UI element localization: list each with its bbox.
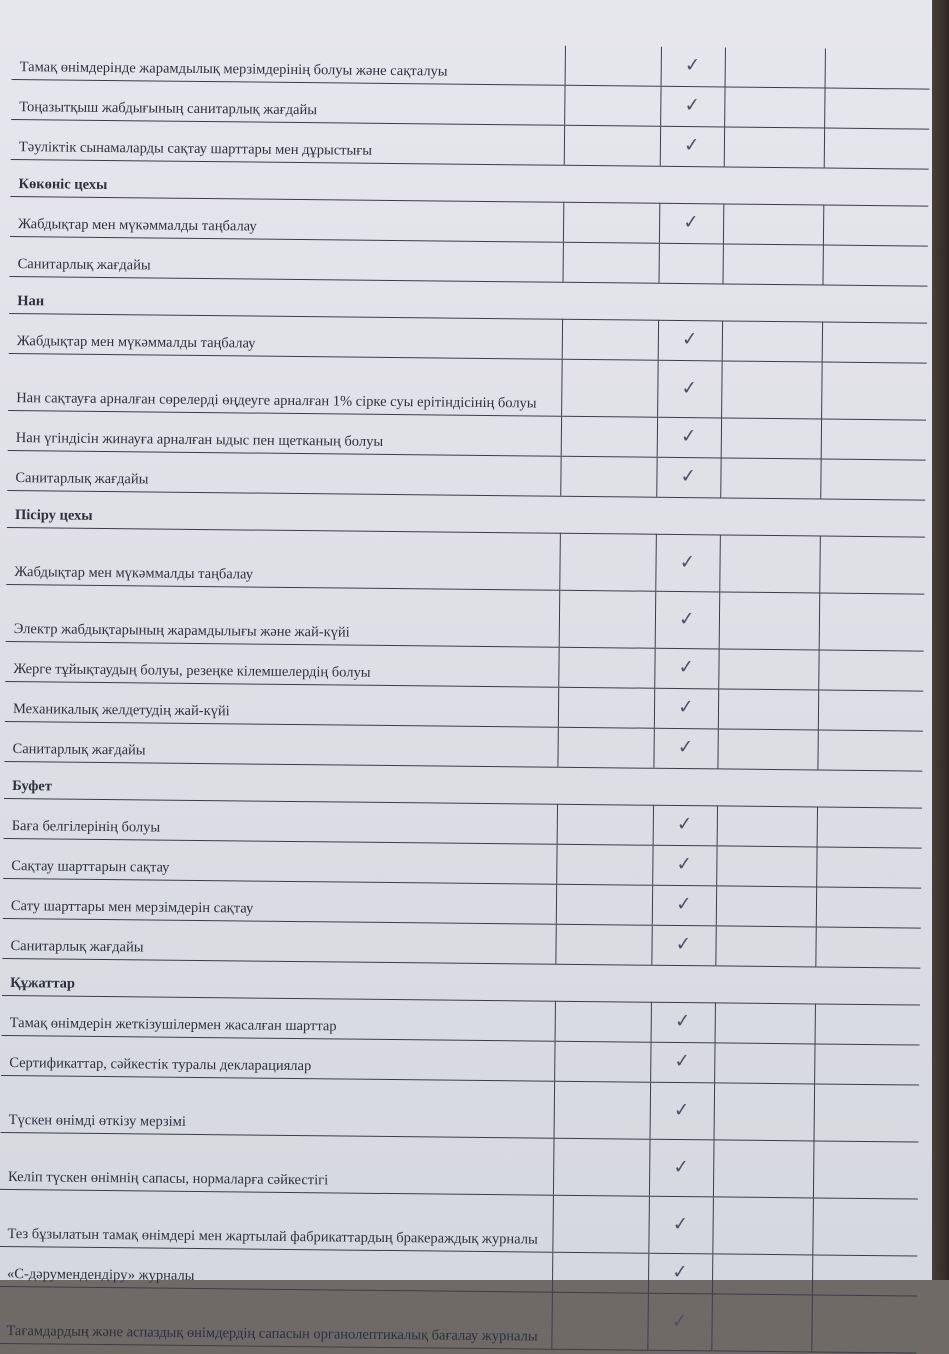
checklist-cell-empty — [816, 847, 921, 888]
checkmark-icon: ✓ — [680, 376, 698, 400]
checklist-item-label: Жабдықтар мен мүкәммалды таңбалау — [10, 196, 563, 242]
checklist-item-label: Жерге тұйықтаудың болуы, резеңке кілемшелердің болуы — [5, 641, 558, 687]
checklist-cell-empty — [819, 593, 925, 651]
checklist-cell-empty — [559, 533, 656, 591]
checklist-row — [8, 353, 927, 420]
checklist-item-label: Сату шарттары мен мерзімдерін сақтау — [3, 878, 556, 924]
checklist-cell-empty — [554, 1041, 650, 1082]
checklist-cell-empty — [560, 456, 656, 497]
checkmark-icon: ✓ — [682, 210, 700, 234]
checklist-cell-mark — [660, 126, 724, 167]
checkmark-icon: ✓ — [677, 655, 696, 679]
checklist-cell-empty — [723, 204, 823, 245]
checklist-item-label: Сақтау шарттарын сақтау — [3, 838, 556, 884]
checklist-cell-mark — [648, 1253, 712, 1294]
checklist-item-label: «С-дәрумендендіру» журналы — [0, 1246, 552, 1292]
checklist-body — [0, 40, 930, 1353]
checklist-cell-mark — [653, 728, 717, 769]
section-title: Көкөніс цехы — [10, 159, 928, 206]
checklist-cell-mark — [651, 1002, 715, 1043]
checklist-cell-mark — [656, 457, 720, 498]
checklist-cell-mark — [650, 1082, 715, 1140]
page-edge-shadow — [932, 0, 949, 1280]
checklist-cell-mark — [650, 1042, 714, 1083]
checklist-item-label: Тез бұзылатын тамақ өнімдері мен жартылай фабрикаттардың бракераждық журналы — [0, 1189, 553, 1252]
checklist-cell-empty — [824, 88, 929, 129]
checklist-item-label: Санитарлық жағдайы — [2, 918, 555, 964]
checklist-cell-empty — [561, 359, 658, 417]
checkmark-icon: ✓ — [675, 892, 693, 916]
checklist-item-label: Тағамдардың және аспаздық өнімдердің сапасын органолептикалық бағалау журналы — [0, 1286, 552, 1349]
checklist-cell-mark — [659, 203, 723, 244]
checkmark-icon: ✓ — [683, 133, 701, 157]
checklist-item-label: Жабдықтар мен мүкәммалды таңбалау — [6, 527, 560, 590]
checklist-cell-empty — [722, 321, 822, 362]
checklist-cell-empty — [725, 47, 825, 88]
checklist-item-label: Нан үгіндісін жинауға арналған ыдыс пен щетканың болуы — [8, 410, 561, 456]
checkmark-icon: ✓ — [678, 607, 696, 631]
checklist-cell-empty — [815, 1004, 920, 1045]
checklist-cell-empty — [720, 458, 820, 499]
checklist-cell-empty — [819, 536, 925, 594]
checklist-cell-empty — [715, 926, 815, 967]
checklist-cell-mark — [655, 591, 720, 649]
checklist-cell-empty — [555, 1001, 651, 1042]
checklist-cell-empty — [719, 535, 820, 593]
checklist-cell-empty — [824, 128, 929, 169]
checklist-cell-empty — [724, 127, 824, 168]
checklist-item-label: Тоңазытқыш жабдығының санитарлық жағдайы — [11, 79, 564, 125]
checklist-row — [1, 1075, 920, 1142]
checklist-cell-mark — [648, 1196, 713, 1254]
checklist-cell-empty — [714, 1043, 814, 1084]
checklist-row — [0, 1286, 917, 1353]
checklist-cell-mark — [660, 86, 724, 127]
checklist-cell-empty — [562, 319, 658, 360]
checklist-cell-empty — [721, 418, 821, 459]
checklist-cell-empty — [562, 242, 658, 283]
checklist-cell-empty — [811, 1295, 917, 1353]
checkmark-icon: ✓ — [677, 695, 695, 719]
checklist-cell-empty — [554, 1081, 651, 1139]
checklist-item-label: Түскен өнімді өткізу мерзімі — [1, 1075, 555, 1138]
checklist-item-label: Баға белгілерінің болуы — [4, 798, 557, 844]
checklist-cell-empty — [714, 1083, 815, 1141]
checklist-cell-empty — [559, 590, 656, 648]
checkmark-icon: ✓ — [683, 93, 701, 117]
checklist-row — [0, 1132, 919, 1199]
checkmark-icon: ✓ — [679, 464, 698, 488]
checklist-cell-mark — [657, 417, 721, 458]
checklist-cell-mark — [654, 688, 718, 729]
checklist-item-label: Нан сақтауға арналған сөрелерді өңдеуге арналған 1% сірке суы ерітіндісінің болуы — [8, 353, 562, 416]
checklist-row — [6, 527, 925, 594]
checklist-cell-empty — [551, 1292, 648, 1350]
checklist-cell-empty — [564, 85, 660, 126]
checklist-cell-empty — [812, 1198, 918, 1256]
checklist-cell-empty — [818, 690, 923, 731]
checklist-cell-empty — [555, 924, 651, 965]
checklist-cell-empty — [718, 649, 818, 690]
checklist-cell-empty — [563, 202, 659, 243]
checklist-cell-empty — [717, 729, 817, 770]
checkmark-icon: ✓ — [674, 1009, 692, 1033]
checklist-cell-empty — [716, 846, 816, 887]
checklist-cell-empty — [722, 244, 822, 285]
inspection-checklist-table — [0, 40, 930, 1354]
checklist-cell-empty — [817, 807, 922, 848]
checklist-cell-empty — [818, 650, 923, 691]
checkmark-icon: ✓ — [670, 1309, 689, 1333]
checkmark-icon: ✓ — [672, 1155, 690, 1179]
checklist-cell-empty — [561, 416, 657, 457]
checklist-row — [6, 584, 925, 651]
checkmark-icon: ✓ — [684, 53, 702, 77]
checklist-cell-empty — [552, 1252, 648, 1293]
checklist-cell-empty — [712, 1254, 812, 1295]
checklist-cell-empty — [718, 689, 818, 730]
checklist-cell-empty — [724, 87, 824, 128]
section-title: Құжаттар — [2, 958, 920, 1005]
checklist-item-label: Механикалық желдетудің жай-күйі — [5, 681, 558, 727]
checklist-cell-empty — [712, 1197, 813, 1255]
checklist-cell-empty — [556, 884, 652, 925]
checklist-cell-empty — [823, 205, 928, 246]
checkmark-icon: ✓ — [680, 424, 698, 448]
checklist-cell-empty — [817, 730, 922, 771]
checklist-cell-empty — [552, 1195, 649, 1253]
checklist-cell-empty — [821, 419, 926, 460]
checklist-item-label: Тамақ өнімдерін жеткізушілермен жасалған шарттар — [2, 995, 555, 1041]
checklist-cell-empty — [822, 322, 927, 363]
checkmark-icon: ✓ — [672, 1212, 690, 1236]
checklist-cell-empty — [557, 804, 653, 845]
checkmark-icon: ✓ — [675, 852, 693, 876]
checkmark-icon: ✓ — [676, 735, 695, 759]
checkmark-icon: ✓ — [673, 1098, 691, 1122]
checklist-cell-empty — [813, 1141, 919, 1199]
checklist-cell-mark — [658, 320, 722, 361]
checklist-cell-empty — [553, 1138, 650, 1196]
checklist-item-label: Жабдықтар мен мүкәммалды таңбалау — [9, 313, 562, 359]
checklist-cell-empty — [821, 362, 927, 420]
checklist-cell-empty — [558, 647, 654, 688]
checklist-cell-empty — [721, 361, 822, 419]
checklist-cell-mark — [649, 1139, 714, 1197]
checklist-cell-mark — [651, 925, 715, 966]
section-title: Буфет — [4, 761, 922, 808]
checklist-cell-empty — [814, 1084, 920, 1142]
checklist-item-label: Санитарлық жағдайы — [7, 450, 560, 496]
checklist-cell-empty — [557, 727, 653, 768]
checklist-cell-empty — [564, 125, 660, 166]
checklist-item-label: Тәуліктік сынамаларды сақтау шарттары мен дұрыстығы — [11, 119, 564, 165]
checklist-cell-mark — [652, 885, 716, 926]
checklist-item-label: Санитарлық жағдайы — [4, 721, 557, 767]
checklist-cell-mark — [655, 534, 720, 592]
checkmark-icon: ✓ — [681, 327, 699, 351]
checklist-cell-mark — [661, 47, 725, 87]
section-title: Нан — [9, 276, 927, 323]
checklist-cell-mark — [647, 1293, 712, 1351]
checklist-cell-mark — [657, 360, 722, 418]
checklist-cell-empty — [716, 886, 816, 927]
checklist-cell-empty — [812, 1255, 917, 1296]
checklist-cell-empty — [822, 245, 927, 286]
checkmark-icon: ✓ — [671, 1260, 689, 1284]
checklist-cell-empty — [713, 1140, 814, 1198]
checklist-item-label: Электр жабдықтарының жарамдылығы және жай-күйі — [6, 584, 560, 647]
checklist-cell-empty — [719, 592, 820, 650]
checklist-cell-mark — [654, 648, 718, 689]
checklist-cell-empty — [711, 1294, 812, 1352]
checklist-cell-mark — [658, 243, 722, 284]
checklist-cell-empty — [825, 49, 930, 90]
checklist-item-label: Келіп түскен өнімнің сапасы, нормаларға сәйкестігі — [0, 1132, 554, 1195]
checkmark-icon: ✓ — [678, 550, 697, 574]
checklist-row — [0, 1189, 918, 1256]
checklist-cell-empty — [816, 887, 921, 928]
checkmark-icon: ✓ — [676, 812, 694, 836]
checklist-cell-empty — [558, 687, 654, 728]
checklist-cell-empty — [717, 806, 817, 847]
checklist-cell-mark — [653, 805, 717, 846]
checkmark-icon: ✓ — [674, 932, 693, 956]
checklist-cell-empty — [814, 1044, 919, 1085]
checklist-cell-empty — [815, 927, 920, 968]
checklist-item-label: Сертификаттар, сәйкестік туралы декларациялар — [1, 1035, 554, 1081]
checklist-item-label: Санитарлық жағдайы — [10, 236, 563, 282]
checklist-cell-empty — [556, 844, 652, 885]
section-title: Пісіру цехы — [7, 490, 925, 537]
checklist-cell-empty — [820, 459, 925, 500]
checklist-cell-empty — [565, 46, 661, 87]
checklist-cell-mark — [652, 845, 716, 886]
checkmark-icon: ✓ — [673, 1049, 691, 1073]
checklist-item-label: Тамақ өнімдерінде жарамдылық мерзімдерінің болуы және сақталуы — [12, 40, 565, 85]
checklist-cell-empty — [715, 1003, 815, 1044]
